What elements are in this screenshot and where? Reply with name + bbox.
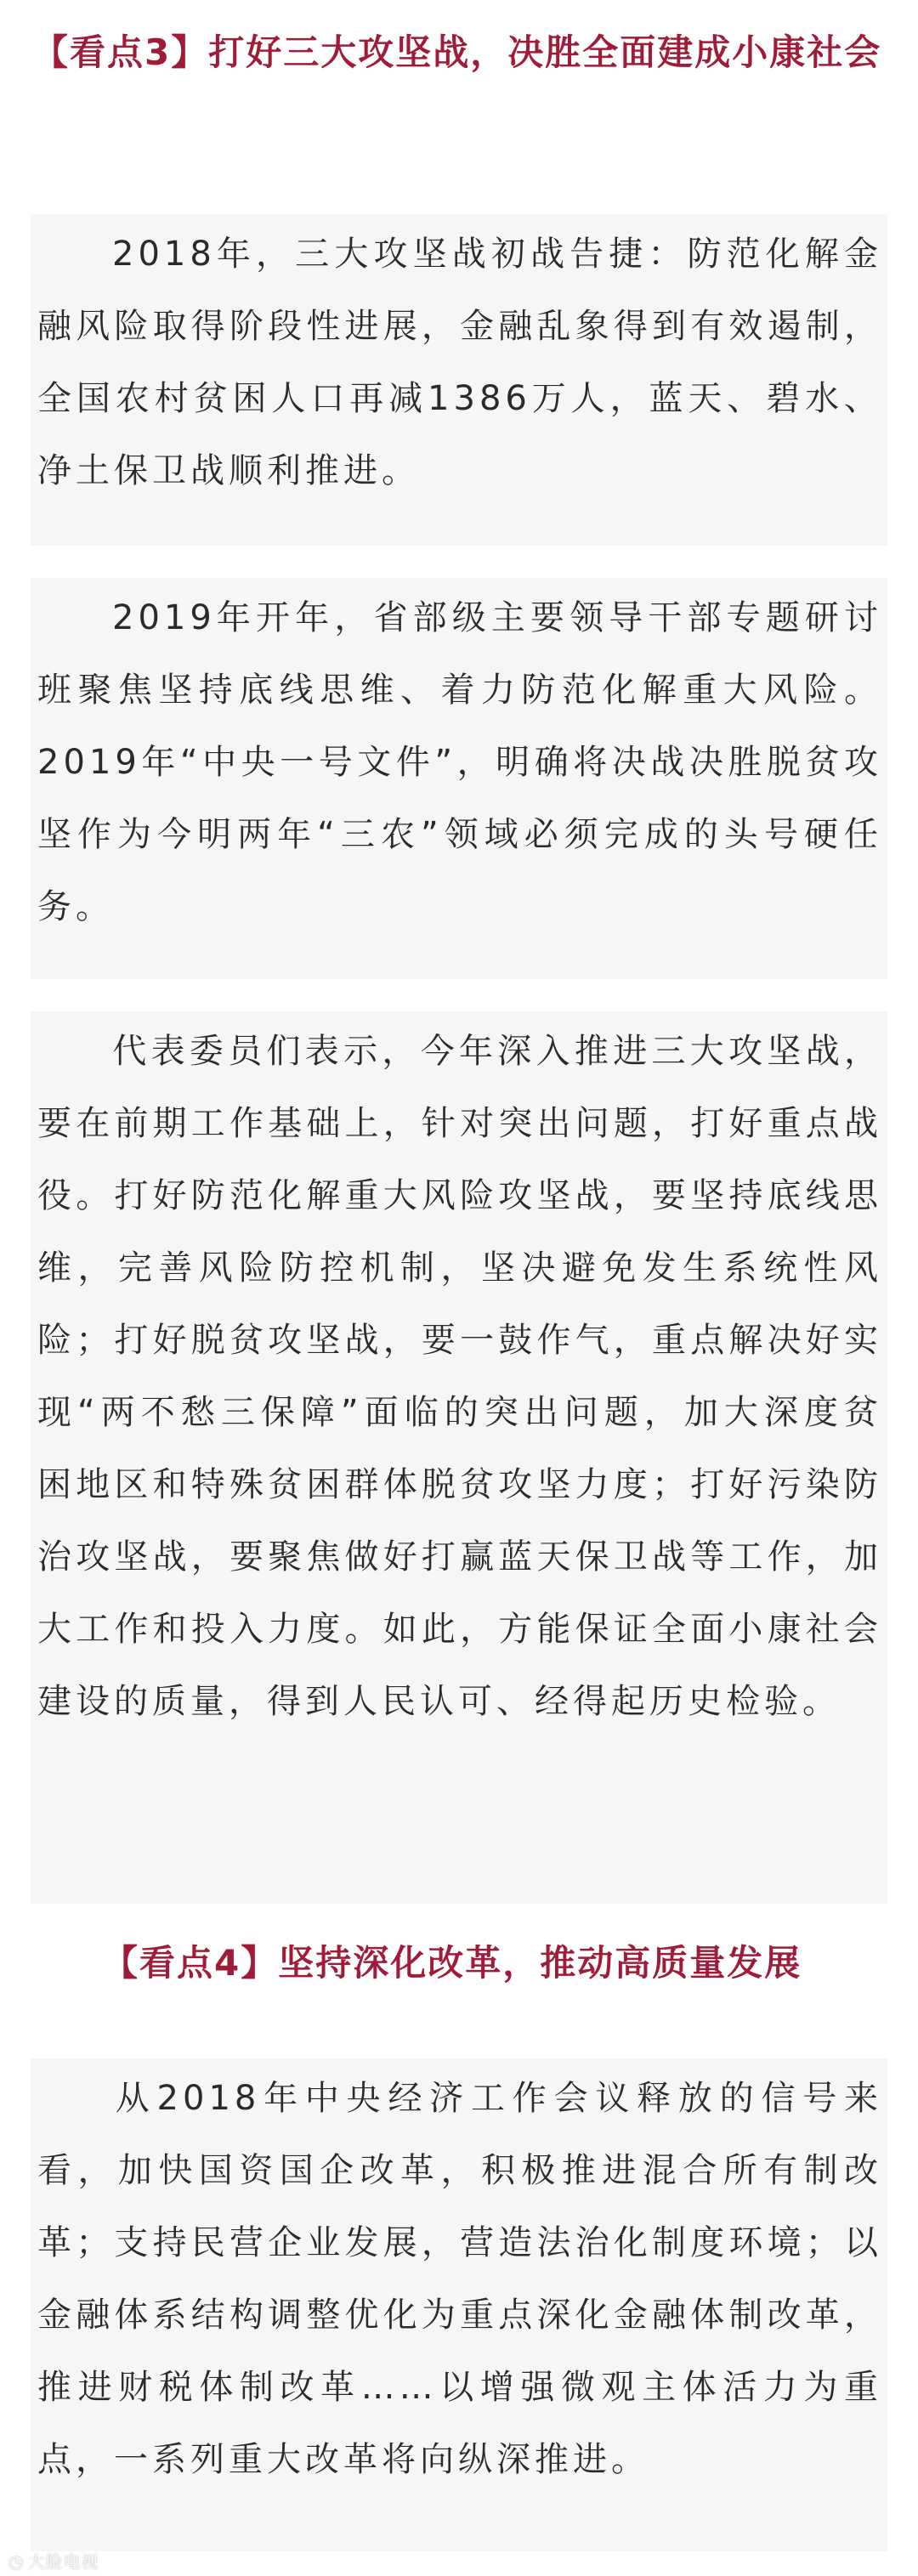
watermark-text: 大脸电视	[27, 2551, 99, 2572]
section-3-paragraph-2	[31, 578, 887, 979]
section-4-paragraph-1	[31, 2058, 887, 2551]
paragraph-text: 代表委员们表示，今年深入推进三大攻坚战，要在前期工作基础上，针对突出问题，打好重点战役。打好防范化解重大风险攻坚战，要坚持底线思维，完善风险防控机制，坚决避免发生系统性风险；打好脱贫攻坚战，要一鼓作气，重点解决好实现“两不愁三保障”面临的突出问题，加大深度贫困地区和特殊贫困群体脱贫攻坚力度；打好污染防治攻坚战，要聚焦做好打赢蓝天保卫战等工作，加大工作和投入力度。如此，方能保证全面小康社会建设的质量，得到人民认可、经得起历史检验。	[37, 1032, 882, 1721]
paragraph-text: 2019年开年，省部级主要领导干部专题研讨班聚焦坚持底线思维、着力防范化解重大风险。2019年“中央一号文件”，明确将决战决胜脱贫攻坚作为今明两年“三农”领域必须完成的头号硬任务。	[37, 598, 882, 926]
watermark	[8, 2548, 99, 2573]
section-3-paragraph-3	[31, 1011, 887, 1904]
section-3-heading: 【看点3】打好三大攻坚战，决胜全面建成小康社会	[32, 31, 882, 73]
weibo-logo-icon: ◔	[8, 2551, 25, 2572]
section-4-heading: 【看点4】坚持深化改革，推动高质量发展	[102, 1942, 802, 1984]
section-3-paragraph-1	[31, 214, 887, 546]
paragraph-text: 2018年，三大攻坚战初战告捷：防范化解金融风险取得阶段性进展，金融乱象得到有效遏制，全国农村贫困人口再减1386万人，蓝天、碧水、净土保卫战顺利推进。	[37, 235, 882, 490]
paragraph-text: 从2018年中央经济工作会议释放的信号来看，加快国资国企改革，积极推进混合所有制改革；支持民营企业发展，营造法治化制度环境；以金融体系结构调整优化为重点深化金融体制改革，推进财税体制改革……以增强微观主体活力为重点，一系列重大改革将向纵深推进。	[37, 2079, 882, 2479]
